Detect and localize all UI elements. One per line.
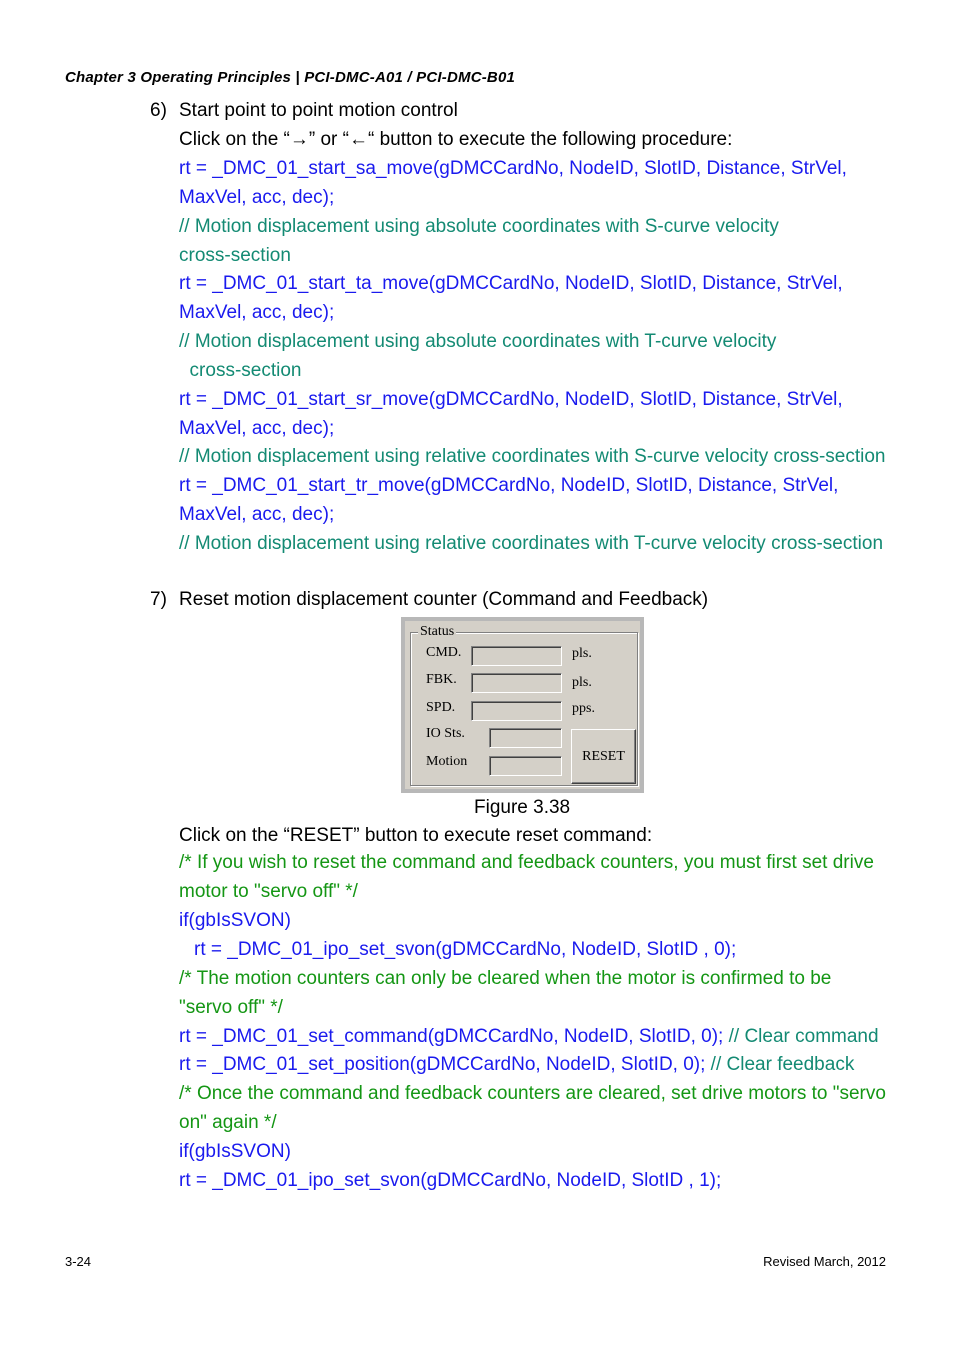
set-command-code: rt = _DMC_01_set_command(gDMCCardNo, NodeID, SlotID, 0);: [179, 1026, 724, 1047]
page-header: Chapter 3 Operating Principles | PCI-DMC-A01 / PCI-DMC-B01: [65, 69, 516, 86]
code-comment: // Motion displacement using absolute coordinates with T-curve velocity: [179, 331, 777, 352]
code-line: MaxVel, acc, dec);: [179, 302, 335, 323]
figure-caption: Figure 3.38: [474, 797, 571, 818]
cmd-unit: pls.: [572, 646, 592, 661]
code-line: rt = _DMC_01_start_sa_move(gDMCCardNo, NodeID, SlotID, Distance, StrVel,: [179, 158, 847, 179]
fbk-unit: pls.: [572, 675, 592, 690]
io-status-field[interactable]: [489, 728, 562, 748]
code-comment: on" again */: [179, 1112, 277, 1133]
code-line: [179, 1054, 854, 1076]
code-line: rt = _DMC_01_ipo_set_svon(gDMCCardNo, NodeID, SlotID , 0);: [194, 939, 737, 960]
motion-field[interactable]: [489, 756, 562, 776]
code-comment: "servo off" */: [179, 997, 283, 1018]
code-comment: cross-section: [179, 245, 291, 266]
code-line: if(gbIsSVON): [179, 910, 291, 931]
code-line: rt = _DMC_01_start_tr_move(gDMCCardNo, NodeID, SlotID, Distance, StrVel,: [179, 475, 839, 496]
step-intro: Click on the “→” or “←“ button to execute the following procedure:: [179, 129, 733, 150]
code-comment: /* Once the command and feedback counters are cleared, set drive motors to "servo: [179, 1083, 886, 1104]
code-line: MaxVel, acc, dec);: [179, 504, 335, 525]
code-comment: // Motion displacement using relative coordinates with T-curve velocity cross-section: [179, 533, 884, 554]
reset-intro: Click on the “RESET” button to execute reset command:: [179, 825, 653, 846]
cmd-label: CMD.: [426, 645, 462, 660]
code-comment: cross-section: [179, 360, 302, 381]
set-position-code: rt = _DMC_01_set_position(gDMCCardNo, NodeID, SlotID, 0);: [179, 1054, 706, 1075]
code-line: rt = _DMC_01_start_ta_move(gDMCCardNo, NodeID, SlotID, Distance, StrVel,: [179, 273, 843, 294]
motion-label: Motion: [426, 754, 468, 769]
code-comment: /* The motion counters can only be cleared when the motor is confirmed to be: [179, 968, 832, 989]
code-line: rt = _DMC_01_start_sr_move(gDMCCardNo, NodeID, SlotID, Distance, StrVel,: [179, 389, 843, 410]
cmd-field[interactable]: [471, 646, 562, 666]
set-position-comment: // Clear feedback: [705, 1054, 855, 1075]
code-comment: motor to "servo off" */: [179, 881, 358, 902]
spd-unit: pps.: [572, 701, 595, 716]
spd-label: SPD.: [426, 700, 456, 715]
fbk-label: FBK.: [426, 672, 457, 687]
io-status-label: IO Sts.: [426, 726, 465, 741]
code-line: rt = _DMC_01_ipo_set_svon(gDMCCardNo, NodeID, SlotID , 1);: [179, 1170, 722, 1191]
code-line: MaxVel, acc, dec);: [179, 418, 335, 439]
code-comment: // Motion displacement using absolute coordinates with S-curve velocity: [179, 216, 779, 237]
reset-button[interactable]: RESET: [571, 729, 636, 784]
step-number: 7): [150, 589, 167, 610]
step-number: 6): [150, 100, 167, 121]
revision-date: Revised March, 2012: [763, 1254, 886, 1269]
step-title: Reset motion displacement counter (Command and Feedback): [179, 589, 709, 610]
status-groupbox-title: Status: [420, 624, 455, 639]
code-comment: // Motion displacement using relative coordinates with S-curve velocity cross-section: [179, 446, 886, 467]
code-line: [179, 1026, 879, 1048]
step-title: Start point to point motion control: [179, 100, 458, 121]
code-line: if(gbIsSVON): [179, 1141, 291, 1162]
spd-field[interactable]: [471, 701, 562, 721]
page-number: 3-24: [65, 1254, 92, 1269]
status-dialog-figure: [401, 617, 644, 793]
code-line: MaxVel, acc, dec);: [179, 187, 335, 208]
set-command-comment: // Clear command: [723, 1026, 879, 1047]
status-dialog: [405, 621, 640, 789]
fbk-field[interactable]: [471, 673, 562, 693]
code-comment: /* If you wish to reset the command and feedback counters, you must first set drive: [179, 852, 874, 873]
